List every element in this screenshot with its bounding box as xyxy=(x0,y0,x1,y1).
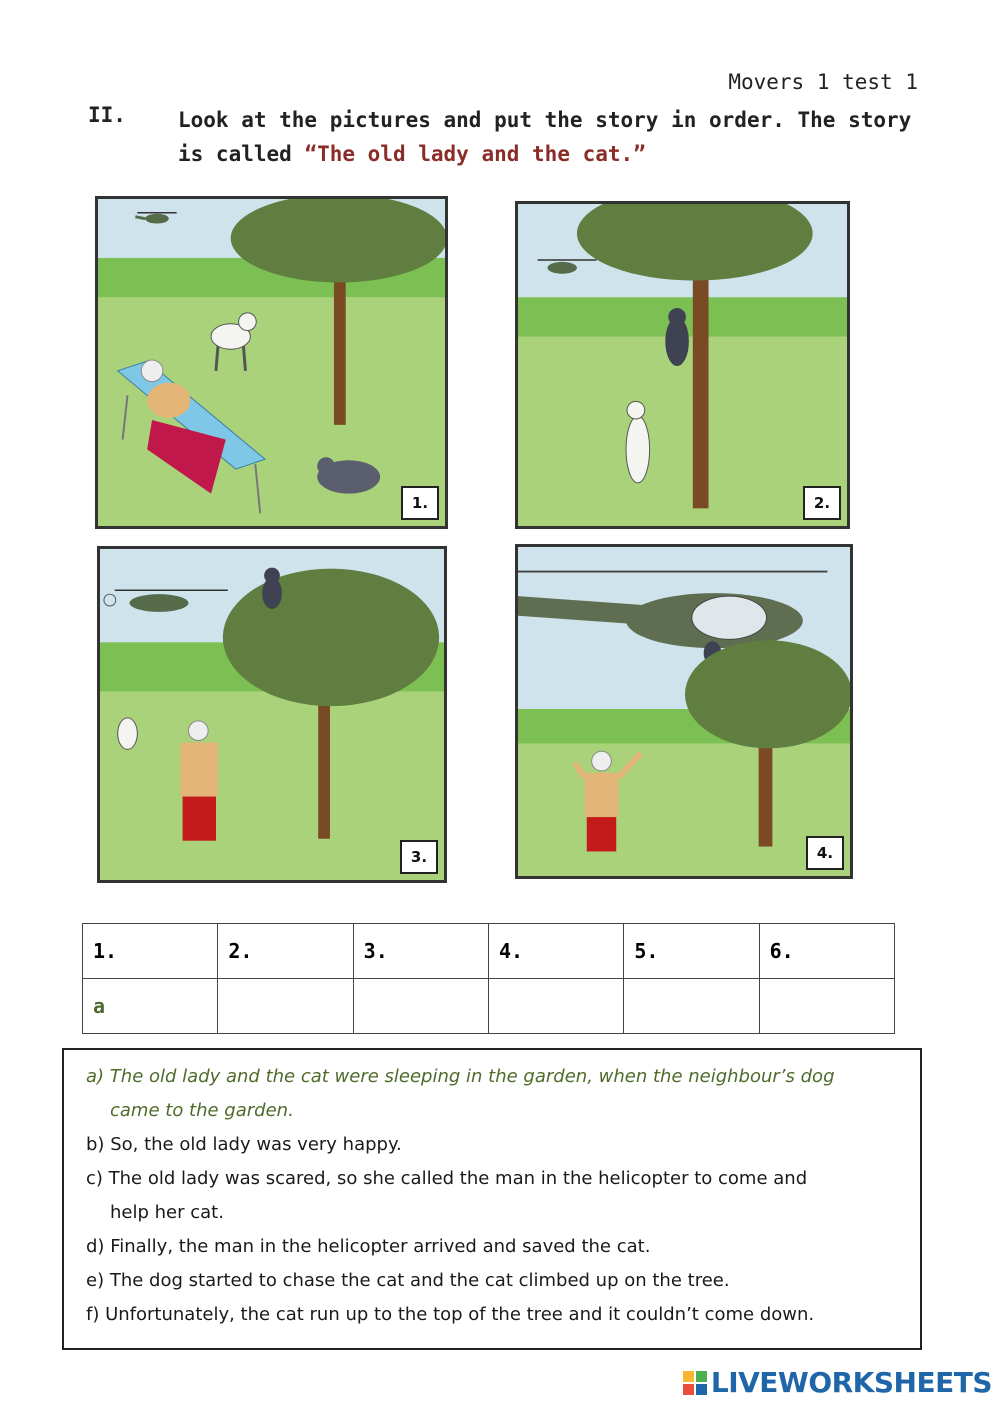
answer-cell-4[interactable] xyxy=(488,979,623,1034)
sentence-text-continued: help her cat. xyxy=(110,1202,224,1223)
sentence-a xyxy=(86,1060,900,1128)
panel-label: 2. xyxy=(803,486,841,520)
sentence-text: The dog started to chase the cat and the cat climbed up on the tree. xyxy=(109,1270,730,1291)
header-cell-3: 3. xyxy=(353,924,488,979)
dog-icon xyxy=(118,718,138,749)
answer-row xyxy=(83,979,895,1034)
picture-panel-1 xyxy=(95,196,448,529)
picture-panel-2 xyxy=(515,201,850,529)
instruction-body: Look at the pictures and put the story in order. The story is called xyxy=(178,108,912,166)
header-cell-4: 4. xyxy=(488,924,623,979)
header-cell-2: 2. xyxy=(218,924,353,979)
liveworksheets-logo-icon xyxy=(683,1371,707,1395)
sentence-letter: e) xyxy=(86,1270,105,1291)
test-label: Movers 1 test 1 xyxy=(728,70,918,94)
panel-label: 3. xyxy=(400,840,438,874)
sentence-d xyxy=(86,1230,900,1264)
answer-cell-3[interactable] xyxy=(353,979,488,1034)
sentence-letter: c) xyxy=(86,1168,103,1189)
sentence-letter: b) xyxy=(86,1134,105,1155)
scene-rescue-illustration xyxy=(518,547,850,876)
answer-table xyxy=(82,923,895,1034)
cat-icon xyxy=(665,308,689,366)
story-title: “The old lady and the cat.” xyxy=(304,142,646,166)
sentence-text: Unfortunately, the cat run up to the top of the tree and it couldn’t come down. xyxy=(105,1304,815,1325)
sentence-box xyxy=(62,1048,922,1350)
sentence-letter: a) xyxy=(86,1066,105,1087)
picture-panel-3 xyxy=(97,546,447,883)
panel-label: 1. xyxy=(401,486,439,520)
sentence-text: The old lady and the cat were sleeping in the garden, when the neighbour’s dog xyxy=(109,1066,835,1087)
instruction-text xyxy=(178,103,923,171)
scene-calling-illustration xyxy=(100,549,444,880)
sentence-letter: d) xyxy=(86,1236,105,1257)
header-cell-6: 6. xyxy=(759,924,894,979)
scene-chase-illustration xyxy=(518,204,847,526)
sentence-letter: f) xyxy=(86,1304,100,1325)
sentence-text: Finally, the man in the helicopter arrived and saved the cat. xyxy=(110,1236,651,1257)
answer-cell-6[interactable] xyxy=(759,979,894,1034)
sentence-text: So, the old lady was very happy. xyxy=(110,1134,402,1155)
scene-sleeping-illustration xyxy=(98,199,445,526)
picture-panel-4 xyxy=(515,544,853,879)
sentence-c xyxy=(86,1162,900,1230)
panel-label: 4. xyxy=(806,836,844,870)
cat-icon xyxy=(262,568,282,609)
answer-cell-5[interactable] xyxy=(624,979,759,1034)
brand-name: LIVEWORKSHEETS xyxy=(710,1366,992,1399)
answer-cell-2[interactable] xyxy=(218,979,353,1034)
sentence-text: The old lady was scared, so she called the man in the helicopter to come and xyxy=(108,1168,808,1189)
sentence-f xyxy=(86,1298,900,1332)
sentence-e xyxy=(86,1264,900,1298)
answer-cell-1: a xyxy=(83,979,218,1034)
answer-header-row xyxy=(83,924,895,979)
section-number: II. xyxy=(88,103,126,127)
header-cell-5: 5. xyxy=(624,924,759,979)
liveworksheets-brand xyxy=(683,1366,992,1399)
sentence-text-continued: came to the garden. xyxy=(110,1100,294,1121)
header-cell-1: 1. xyxy=(83,924,218,979)
sentence-b xyxy=(86,1128,900,1162)
